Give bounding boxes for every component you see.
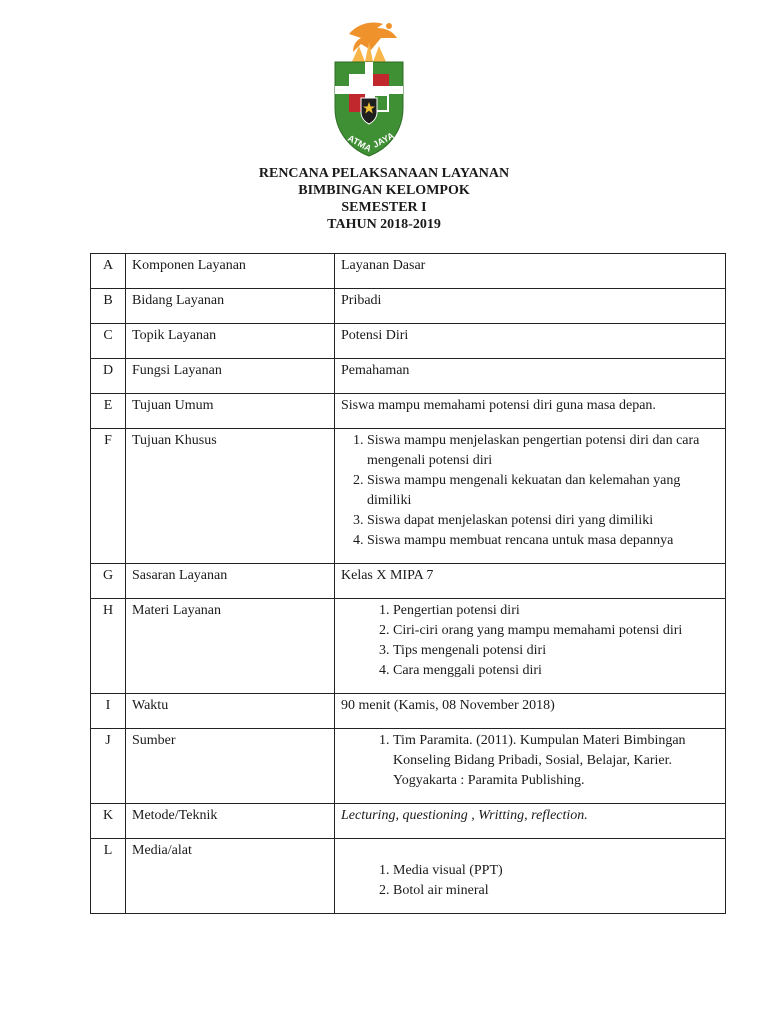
row-value: Kelas X MIPA 7	[335, 564, 726, 599]
row-value-list	[335, 429, 726, 564]
row-value: Lecturing, questioning , Writting, reflection.	[335, 804, 726, 839]
list-item: 1. Siswa mampu menjelaskan pengertian potensi diri dan cara mengenali potensi diri	[367, 431, 719, 471]
table-row	[91, 804, 726, 839]
title-line-3: SEMESTER I	[341, 200, 427, 215]
table-row	[91, 839, 726, 914]
table-row	[91, 324, 726, 359]
row-label: Sumber	[126, 729, 335, 804]
row-value: Potensi Diri	[335, 324, 726, 359]
list-item: 1. Media visual (PPT)	[393, 861, 719, 881]
table-row	[91, 599, 726, 694]
row-label: Komponen Layanan	[126, 254, 335, 289]
list-item: 1. Pengertian potensi diri	[393, 601, 719, 621]
row-code: G	[91, 564, 126, 599]
row-label: Sasaran Layanan	[126, 564, 335, 599]
media-list	[341, 861, 719, 901]
logo-text-left: ATMA	[346, 132, 374, 154]
row-value: Pribadi	[335, 289, 726, 324]
table-row	[91, 729, 726, 804]
row-value-list	[335, 729, 726, 804]
document-title	[0, 165, 768, 233]
row-code: J	[91, 729, 126, 804]
list-item: 2. Ciri-ciri orang yang mampu memahami potensi diri	[393, 621, 719, 641]
row-label: Tujuan Umum	[126, 394, 335, 429]
row-code: L	[91, 839, 126, 914]
list-item: 2. Siswa mampu mengenali kekuatan dan kelemahan yang dimiliki	[367, 471, 719, 511]
row-label: Bidang Layanan	[126, 289, 335, 324]
row-code: D	[91, 359, 126, 394]
list-item: 2. Botol air mineral	[393, 881, 719, 901]
table-row	[91, 289, 726, 324]
row-code: B	[91, 289, 126, 324]
title-line-1: RENCANA PELAKSANAAN LAYANAN	[258, 166, 510, 181]
list-item: 1. Tim Paramita. (2011). Kumpulan Materi Bimbingan Konseling Bidang Pribadi, Sosial, Belajar, Karier. Yogyakarta : Paramita Publishing.	[393, 731, 719, 791]
row-label: Waktu	[126, 694, 335, 729]
logo-text-right: JAYA	[371, 130, 396, 150]
row-label: Tujuan Khusus	[126, 429, 335, 564]
row-code: C	[91, 324, 126, 359]
row-value-list	[335, 599, 726, 694]
row-label: Fungsi Layanan	[126, 359, 335, 394]
row-code: I	[91, 694, 126, 729]
list-item: 4. Siswa mampu membuat rencana untuk masa depannya	[367, 531, 719, 551]
table-row	[91, 359, 726, 394]
table-row	[91, 394, 726, 429]
row-label: Topik Layanan	[126, 324, 335, 359]
list-item: 3. Siswa dapat menjelaskan potensi diri yang dimiliki	[367, 511, 719, 531]
spacer	[341, 841, 719, 861]
table-row	[91, 564, 726, 599]
row-value: Siswa mampu memahami potensi diri guna masa depan.	[335, 394, 726, 429]
list-item: 3. Tips mengenali potensi diri	[393, 641, 719, 661]
row-code: H	[91, 599, 126, 694]
row-value-list	[335, 839, 726, 914]
row-value: Layanan Dasar	[335, 254, 726, 289]
table-row	[91, 429, 726, 564]
title-line-4: TAHUN 2018-2019	[327, 217, 441, 232]
table-row	[91, 694, 726, 729]
row-value: Pemahaman	[335, 359, 726, 394]
row-code: E	[91, 394, 126, 429]
sources-list	[341, 731, 719, 791]
materials-list	[341, 601, 719, 681]
row-label: Media/alat	[126, 839, 335, 914]
atma-jaya-logo	[331, 16, 407, 158]
row-code: A	[91, 254, 126, 289]
plan-table	[90, 253, 726, 914]
list-item: 4. Cara menggali potensi diri	[393, 661, 719, 681]
row-code: F	[91, 429, 126, 564]
row-code: K	[91, 804, 126, 839]
row-label: Materi Layanan	[126, 599, 335, 694]
objectives-list	[341, 431, 719, 551]
row-label: Metode/Teknik	[126, 804, 335, 839]
title-line-2: BIMBINGAN KELOMPOK	[298, 183, 470, 198]
table-row	[91, 254, 726, 289]
row-value: 90 menit (Kamis, 08 November 2018)	[335, 694, 726, 729]
